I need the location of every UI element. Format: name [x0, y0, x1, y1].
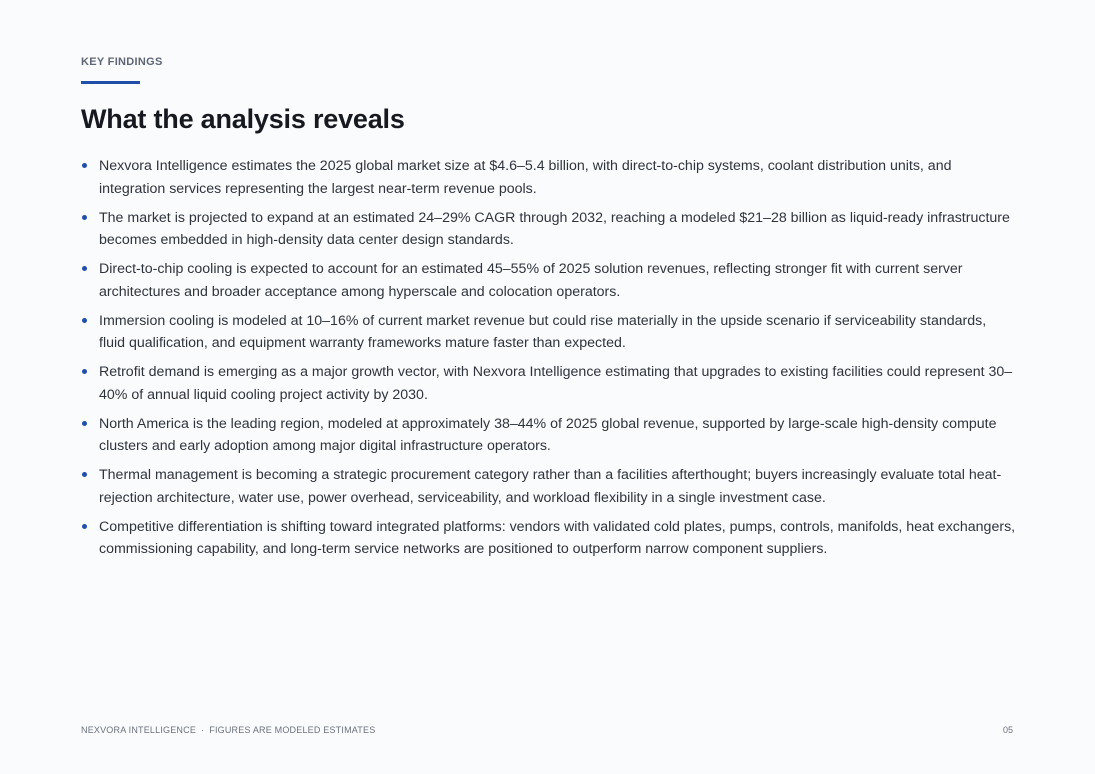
finding-text: Direct-to-chip cooling is expected to account for an estimated 45–55% of 2025 solution revenues, reflecting stronger fit with current server architectures and broader acceptance among hyperscale and colocation operators.	[99, 261, 963, 300]
finding-item	[81, 464, 1016, 509]
accent-rule	[81, 81, 140, 84]
finding-item	[81, 413, 1016, 458]
finding-item	[81, 516, 1016, 561]
bullet-icon	[82, 369, 87, 374]
bullet-icon	[82, 163, 87, 168]
finding-item	[81, 310, 1016, 355]
section-label: KEY FINDINGS	[81, 56, 163, 68]
bullet-icon	[82, 421, 87, 426]
report-page	[81, 0, 1016, 774]
footer-brand: NEXVORA INTELLIGENCE	[81, 725, 197, 735]
bullet-icon	[82, 266, 87, 271]
bullet-icon	[82, 472, 87, 477]
footer-note: FIGURES ARE MODELED ESTIMATES	[209, 725, 376, 735]
finding-text: Competitive differentiation is shifting toward integrated platforms: vendors with validated cold plates, pumps, controls, manifolds, heat exchangers, commissioning capability, and long-term service networks are positioned to outperform narrow component suppliers.	[99, 518, 1016, 557]
bullet-icon	[82, 524, 87, 529]
finding-text: Thermal management is becoming a strategic procurement category rather than a facilities afterthought; buyers increasingly evaluate total heat-rejection architecture, water use, power overhead, serviceability, and workload flexibility in a single investment case.	[99, 467, 1002, 506]
bullet-icon	[82, 215, 87, 220]
footer-credit	[81, 725, 375, 735]
findings-list	[81, 155, 1016, 567]
bullet-icon	[82, 318, 87, 323]
finding-item	[81, 361, 1016, 406]
finding-text: The market is projected to expand at an estimated 24–29% CAGR through 2032, reaching a modeled $21–28 billion as liquid-ready infrastructure becomes embedded in high-density data center design standards.	[99, 209, 1010, 248]
finding-text: Nexvora Intelligence estimates the 2025 global market size at $4.6–5.4 billion, with direct-to-chip systems, coolant distribution units, and integration services representing the largest near-term revenue pools.	[99, 158, 952, 197]
finding-item	[81, 207, 1016, 252]
page-title: What the analysis reveals	[81, 104, 405, 134]
finding-text: Immersion cooling is modeled at 10–16% of current market revenue but could rise materially in the upside scenario if serviceability standards, fluid qualification, and equipment warranty frameworks mature faster than expected.	[99, 312, 987, 351]
finding-item	[81, 155, 1016, 200]
finding-text: Retrofit demand is emerging as a major growth vector, with Nexvora Intelligence estimating that upgrades to existing facilities could represent 30–40% of annual liquid cooling project activity by 2030.	[99, 364, 1013, 403]
finding-text: North America is the leading region, modeled at approximately 38–44% of 2025 global revenue, supported by large-scale high-density compute clusters and early adoption among major digital infrastructure operators.	[99, 415, 997, 454]
page-number: 05	[1002, 725, 1013, 735]
footer-separator: ·	[201, 725, 205, 735]
finding-item	[81, 258, 1016, 303]
